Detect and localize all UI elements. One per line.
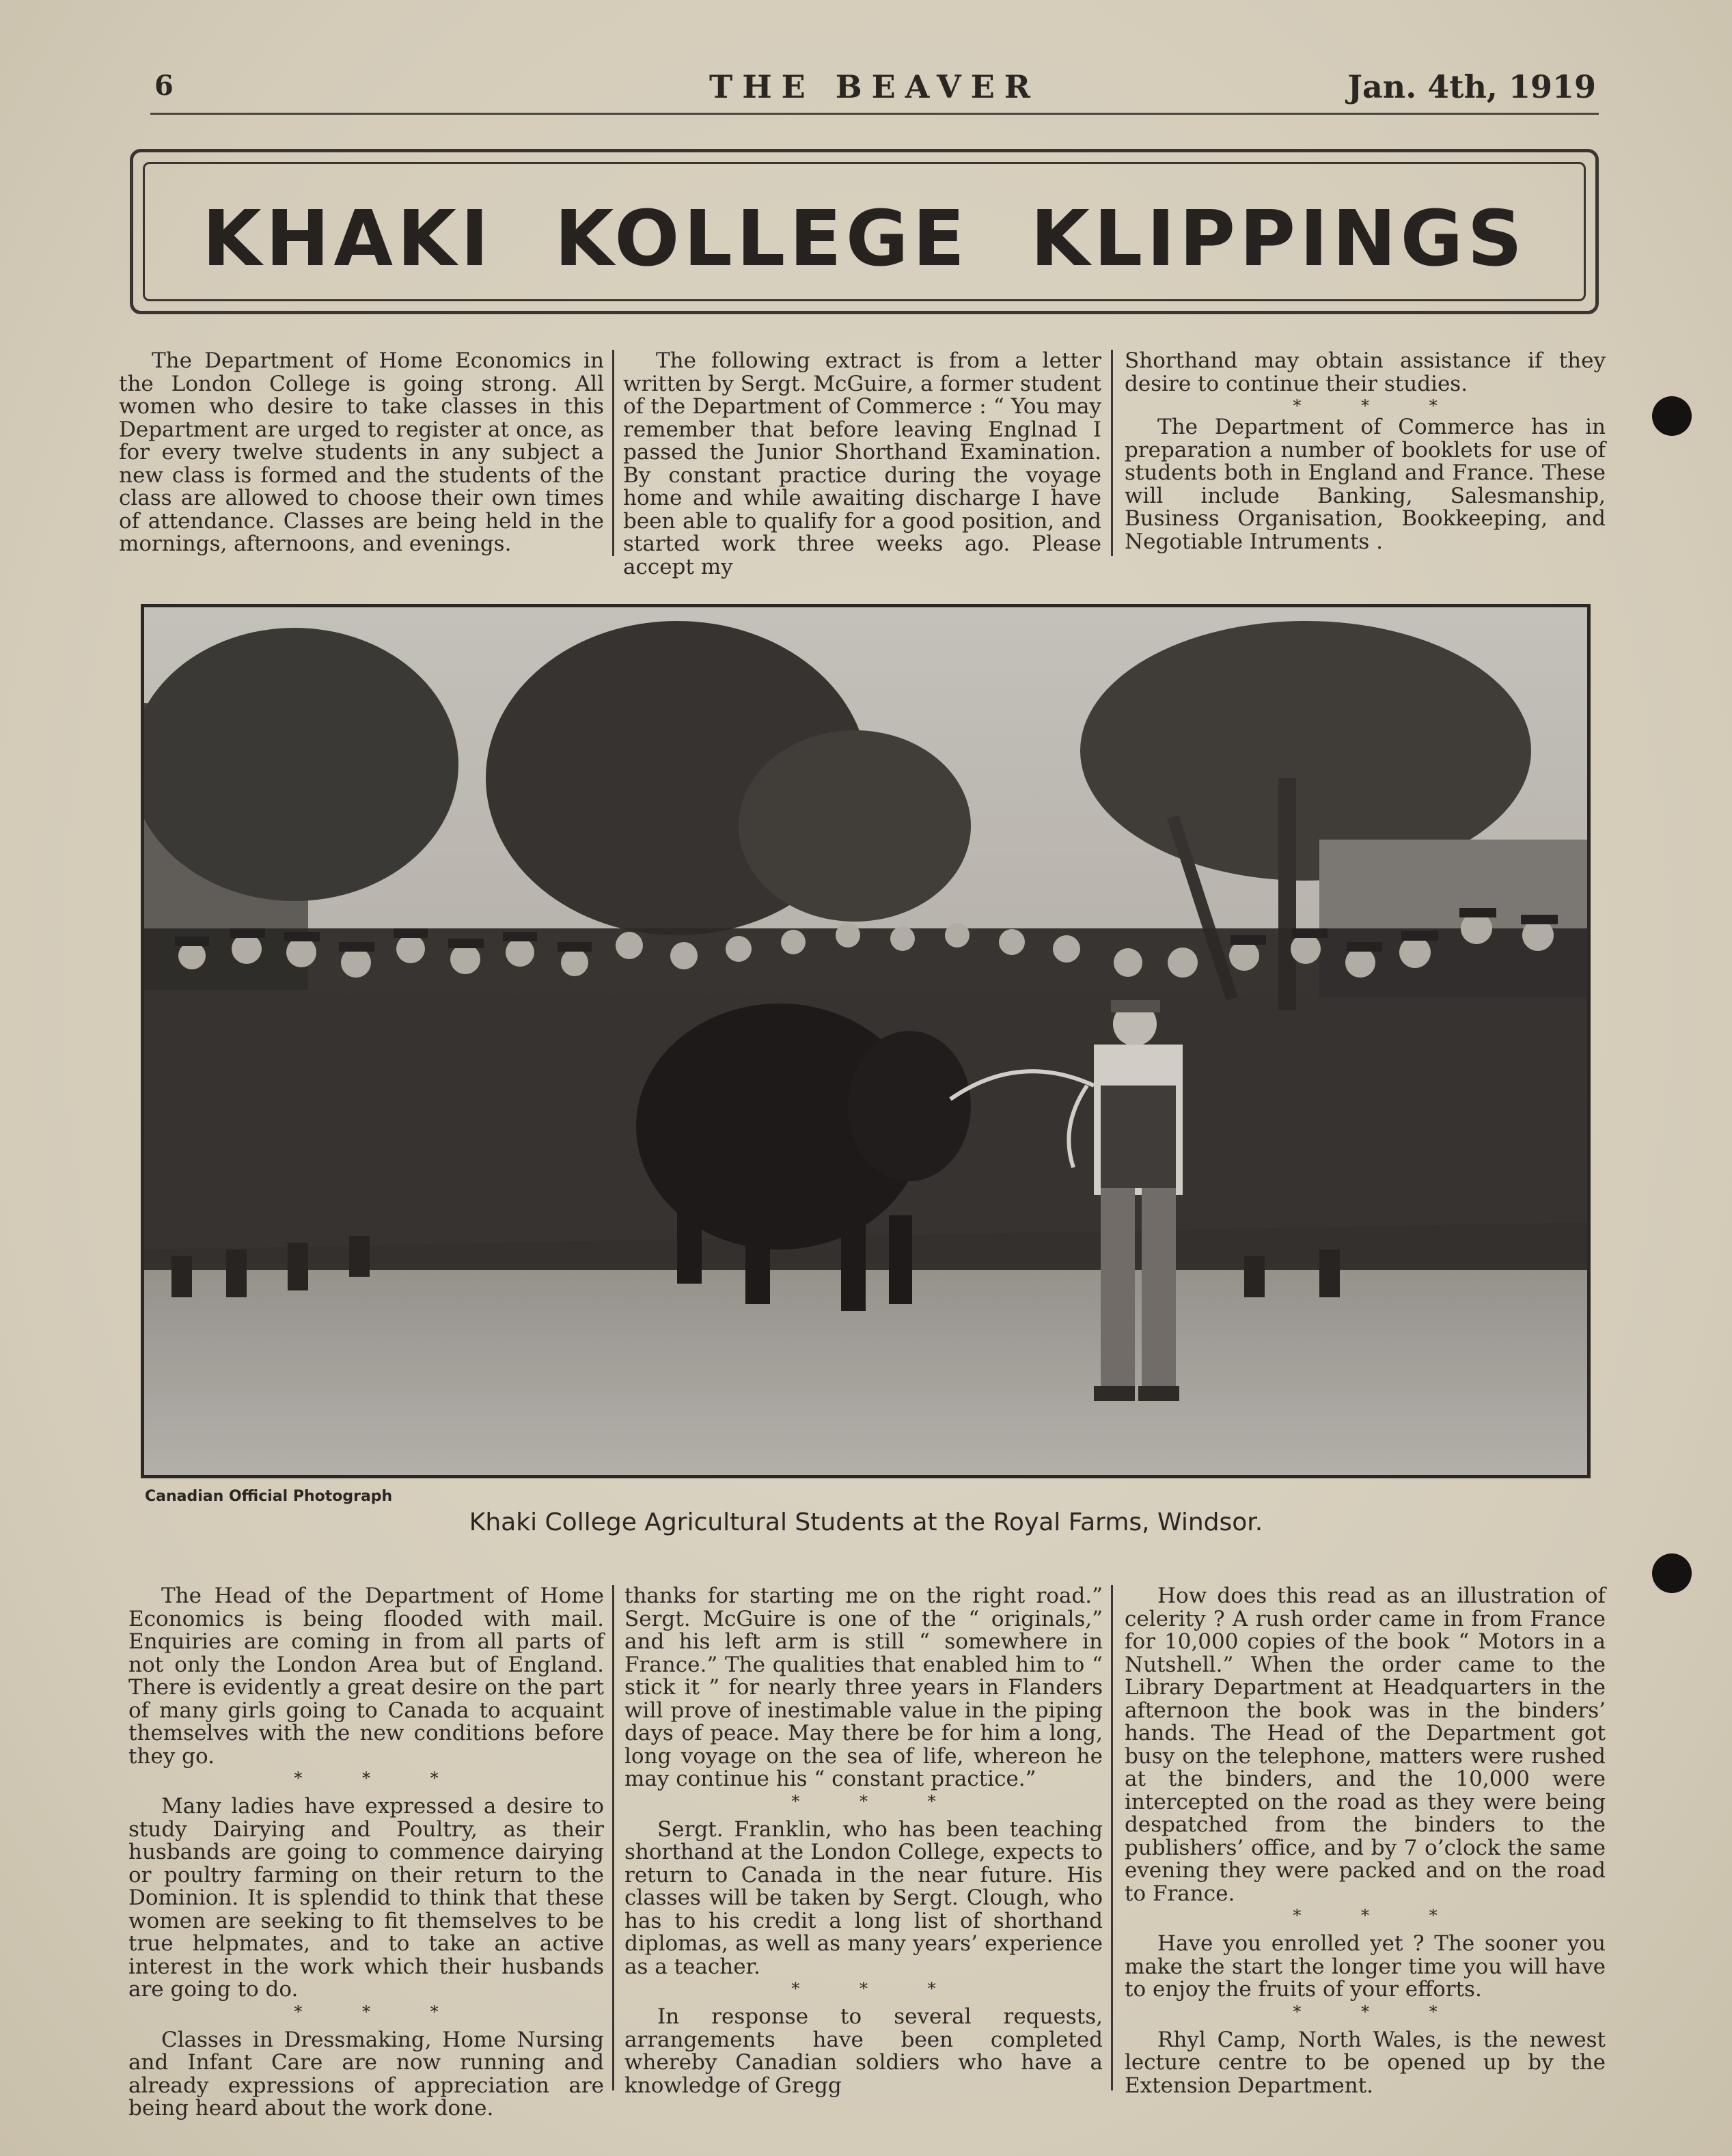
section-title: KHAKI KOLLEGE KLIPPINGS xyxy=(202,195,1527,284)
article-paragraph: The Department of Home Economics in the London College is going strong. All women who desire to take classes in this Department are urged to register at once, as for every twelve students in any subject a new class is formed and the students of the class are allowed to choose their own times of attendance. Classes are being held in the mornings, afternoons, and evenings. xyxy=(119,348,604,556)
section-separator: * * * xyxy=(1293,396,1465,415)
column-rule xyxy=(1111,350,1113,556)
bottom-column-1 xyxy=(128,1585,604,2120)
photograph-agricultural-students xyxy=(141,604,1591,1478)
section-separator: * * * xyxy=(294,2002,466,2021)
article-paragraph: Sergt. Franklin, who has been teaching shorthand at the London College, expects to return to Canada in the near future. His classes will be taken by Sergt. Clough, who has to his credit a long list of shorthand diplomas, as well as many years’ experience as a teacher. xyxy=(624,1816,1103,1979)
top-column-1 xyxy=(119,350,604,556)
column-rule xyxy=(612,350,614,556)
article-paragraph: Rhyl Camp, North Wales, is the newest lecture centre to be opened up by the Extension Department. xyxy=(1125,2027,1606,2098)
bottom-column-3 xyxy=(1125,1585,1606,2097)
running-header xyxy=(150,67,1599,115)
publication-name: THE BEAVER xyxy=(709,68,1041,105)
section-separator: * * * xyxy=(294,1769,466,1788)
article-paragraph: The following extract is from a letter written by Sergt. McGuire, a former student of the Department of Commerce : “ You may remember that before leaving Englnad I passed the Junior Shorthand Examination. By constant practice during the voyage home and while awaiting discharge I have been able to qualify for a good position, and started work three weeks ago. Please accept my xyxy=(623,348,1101,579)
article-paragraph: The Head of the Department of Home Economics is being flooded with mail. Enquiries are coming in from all parts of not only the London Area but of England. There is evidently a great desire on the part of many girls going to Canada to acquaint themselves with the new conditions before they go. xyxy=(128,1584,604,1769)
article-continuation: Shorthand may obtain assistance if they desire to continue their studies. xyxy=(1125,348,1606,396)
photo-illustration xyxy=(144,607,1587,1475)
section-separator: * * * xyxy=(1293,2002,1465,2021)
binder-hole xyxy=(1652,1553,1692,1593)
section-separator: * * * xyxy=(791,1791,963,1811)
article-continuation: thanks for starting me on the right road.” Sergt. McGuire is one of the “ originals,” and his left arm is still “ somewhere in France.” The qualities that enabled him to “ stick it ” for nearly three years in Flanders will prove of inestimable value in the piping days of peace. May there be for him a long, long voyage on the sea of life, whereon he may continue his “ constant practice.” xyxy=(624,1584,1103,1791)
section-separator: * * * xyxy=(1293,1906,1465,1925)
section-separator: * * * xyxy=(791,1979,963,1998)
article-paragraph: The Department of Commerce has in preparation a number of booklets for use of students both in England and France. These will include Banking, Salesmanship, Business Organisation, Bookkeeping, and Negotiable Intruments . xyxy=(1125,415,1606,554)
article-paragraph: Many ladies have expressed a desire to study Dairying and Poultry, as their husbands are going to commence dairying or poultry farming on their return to the Dominion. It is splendid to think that these women are seeking to fit themselves to be true helpmates, and to take an active interest in the work which their husbands are going to do. xyxy=(128,1794,604,2002)
binder-hole xyxy=(1652,396,1692,436)
top-column-2 xyxy=(623,350,1101,579)
article-paragraph: Classes in Dressmaking, Home Nursing and Infant Care are now running and already expressions of appreciation are being heard about the work done. xyxy=(128,2027,604,2120)
article-paragraph: In response to several requests, arrangements have been completed whereby Canadian soldiers who have a knowledge of Gregg xyxy=(624,2004,1103,2098)
column-rule xyxy=(1111,1585,1113,2090)
top-column-3 xyxy=(1125,350,1606,553)
bottom-column-2 xyxy=(624,1585,1103,2097)
photo-credit: Canadian Official Photograph xyxy=(145,1488,393,1505)
article-paragraph: How does this read as an illustration of celerity ? A rush order came in from France for 10,000 copies of the book “ Motors in a Nutshell.” When the order came to the Library Department at Headquarters in the afternoon the book was in the binders’ hands. The Head of the Department got busy on the telephone, matters were rushed at the binders, and the 10,000 were intercepted on the road as they were being despatched from the binders to the publishers’ office, and by 7 o’clock the same evening they were packed and on the road to France. xyxy=(1125,1584,1606,1906)
photo-caption: Khaki College Agricultural Students at the Royal Farms, Windsor. xyxy=(469,1508,1263,1536)
article-paragraph: Have you enrolled yet ? The sooner you make the start the longer time you will have to enjoy the fruits of your efforts. xyxy=(1125,1931,1606,2002)
issue-date: Jan. 4th, 1919 xyxy=(1347,68,1596,105)
column-rule xyxy=(612,1585,614,2090)
page-number: 6 xyxy=(154,70,174,102)
section-banner xyxy=(130,149,1599,314)
